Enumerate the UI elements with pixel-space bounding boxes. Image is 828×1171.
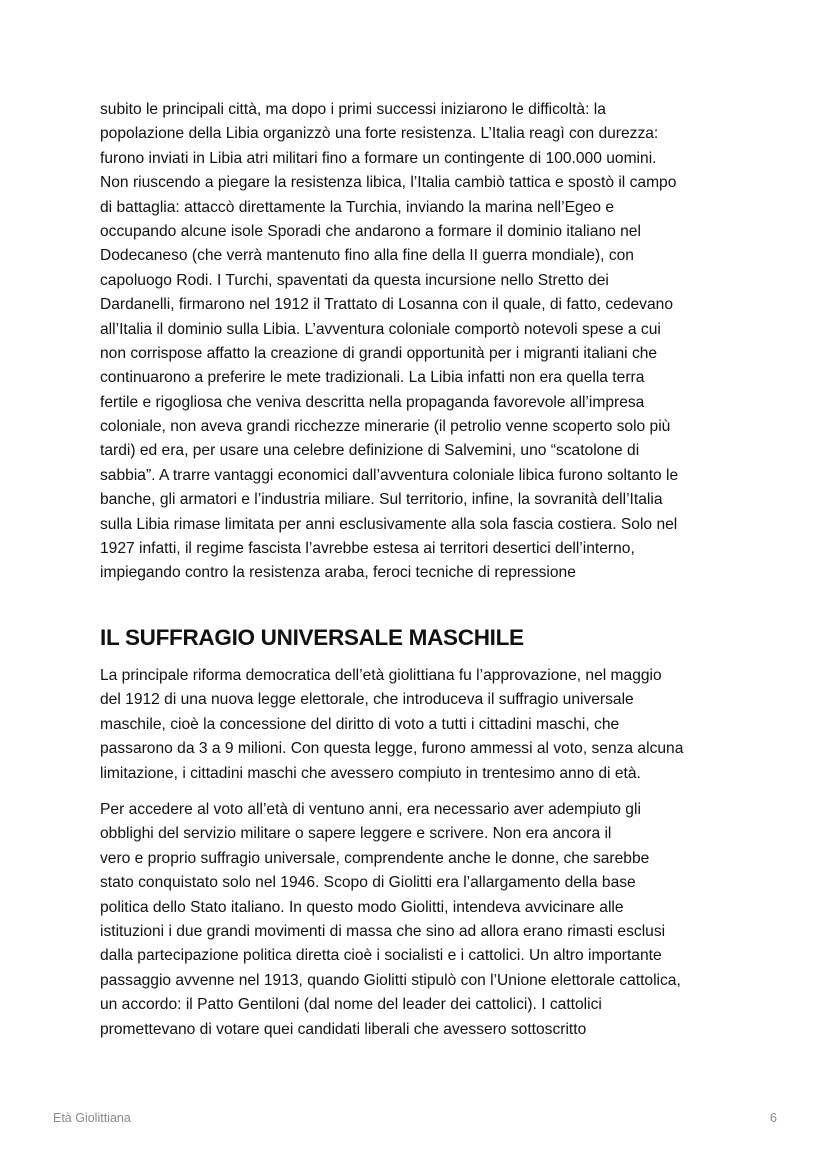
text-line: obblighi del servizio militare o sapere leggere e scrivere. Non era ancora il	[100, 825, 612, 843]
text-line: politica dello Stato italiano. In questo modo Giolitti, intendeva avvicinare alle	[100, 898, 624, 916]
text-line: subito le principali città, ma dopo i primi successi iniziarono le difficoltà: la	[100, 101, 606, 118]
footer-title: Età Giolittiana	[53, 1111, 131, 1125]
text-line: del 1912 di una nuova legge elettorale, che introduceva il suffragio universale	[100, 691, 634, 709]
section-heading: IL SUFFRAGIO UNIVERSALE MASCHILE	[100, 625, 524, 650]
text-line: di battaglia: attaccò direttamente la Turchia, inviando la marina nell’Egeo e	[100, 198, 615, 216]
text-line: maschile, cioè la concessione del diritto di voto a tutti i cittadini maschi, che	[100, 715, 620, 733]
text-line: non corrispose affatto la creazione di grandi opportunità per i migranti italiani che	[100, 344, 658, 362]
text-line: La principale riforma democratica dell’età giolittiana fu l’approvazione, nel maggio	[100, 667, 662, 684]
text-line: passarono da 3 a 9 milioni. Con questa legge, furono ammessi al voto, senza alcuna	[100, 740, 684, 758]
text-line: capoluogo Rodi. I Turchi, spaventati da questa incursione nello Stretto dei	[100, 271, 609, 289]
text-line: sabbia”. A trarre vantaggi economici dall’avventura coloniale libica furono soltanto le	[100, 466, 679, 484]
text-line: tardi) ed era, per usare una celebre definizione di Salvemini, uno “scatolone di	[100, 442, 640, 460]
text-line: impiegando contro la resistenza araba, feroci tecniche di repressione	[100, 564, 576, 582]
text-line: limitazione, i cittadini maschi che avessero compiuto in trentesimo anno di età.	[100, 764, 641, 782]
text-line: fertile e rigogliosa che veniva descritta nella propaganda favorevole all’impresa	[100, 393, 645, 411]
text-line: banche, gli armatori e l’industria miliare. Sul territorio, infine, la sovranità dell’Italia	[100, 491, 663, 509]
text-line: sulla Libia rimase limitata per anni esclusivamente alla sola fascia costiera. Solo nel	[100, 515, 678, 533]
text-line: promettevano di votare quei candidati liberali che avessero sottoscritto	[100, 1020, 587, 1038]
text-line: 1927 infatti, il regime fascista l’avrebbe estesa ai territori desertici dell’interno,	[100, 540, 635, 558]
text-line: all’Italia il dominio sulla Libia. L’avventura coloniale comportò notevoli spese a cui	[100, 320, 661, 338]
text-line: Dardanelli, firmarono nel 1912 il Trattato di Losanna con il quale, di fatto, cedevano	[100, 296, 673, 314]
text-line: popolazione della Libia organizzò una forte resistenza. L’Italia reagì con durezza:	[100, 125, 659, 143]
text-line: Dodecaneso (che verrà mantenuto fino alla fine della II guerra mondiale), con	[100, 247, 634, 265]
paragraph-voto	[100, 798, 681, 1042]
text-line: Non riuscendo a piegare la resistenza libica, l’Italia cambiò tattica e spostò il campo	[100, 174, 677, 192]
text-line: occupando alcune isole Sporadi che andarono a formare il dominio italiano nel	[100, 222, 641, 240]
text-line: stato conquistato solo nel 1946. Scopo di Giolitti era l’allargamento della base	[100, 874, 636, 892]
text-line: coloniale, non aveva grandi ricchezze minerarie (il petrolio venne scoperto solo più	[100, 418, 671, 436]
text-line: vero e proprio suffragio universale, comprendente anche le donne, che sarebbe	[100, 849, 650, 867]
paragraph-libia	[100, 98, 678, 586]
text-line: Per accedere al voto all’età di ventuno anni, era necessario aver adempiuto gli	[100, 801, 641, 818]
text-line: dalla partecipazione politica diretta cioè i socialisti e i cattolici. Un altro importante	[100, 947, 662, 965]
text-line: furono inviati in Libia atri militari fino a formare un contingente di 100.000 uomini.	[100, 149, 657, 167]
paragraph-suffragio	[100, 664, 683, 786]
page-number: 6	[770, 1111, 777, 1125]
text-line: un accordo: il Patto Gentiloni (dal nome del leader dei cattolici). I cattolici	[100, 996, 602, 1014]
text-line: istituzioni i due grandi movimenti di massa che sino ad allora erano rimasti esclusi	[100, 922, 666, 940]
text-line: continuarono a preferire le mete tradizionali. La Libia infatti non era quella terra	[100, 369, 645, 387]
text-line: passaggio avvenne nel 1913, quando Giolitti stipulò con l’Unione elettorale cattolica,	[100, 971, 681, 989]
